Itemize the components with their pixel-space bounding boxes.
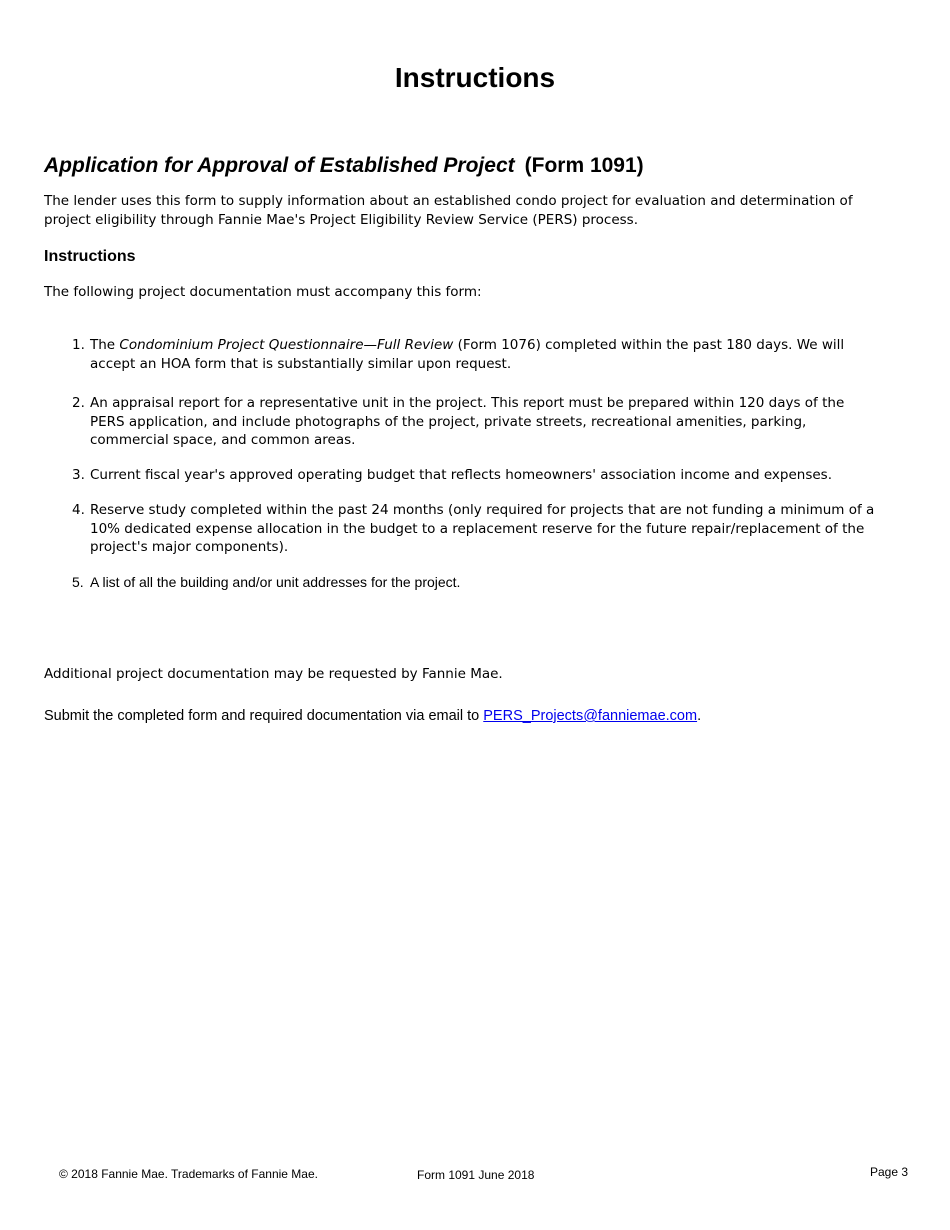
questionnaire-title: Condominium Project Questionnaire—Full Review xyxy=(119,337,454,353)
list-item-number: 2. xyxy=(72,395,85,411)
footer-page-number: Page 3 xyxy=(870,1165,909,1179)
list-item-text: Reserve study completed within the past 24 months (only required for projects that are not funding a minimum of a 10% dedicated expense allocation in the budget to a replacement reserve for the future repair/replacement of the project's major components). xyxy=(90,502,875,555)
list-item-text: An appraisal report for a representative unit in the project. This report must be prepared within 120 days of the PERS application, and include photographs of the project, private streets, recreational amenities, parking, commercial space, and common areas. xyxy=(90,395,845,448)
additional-documentation-note: Additional project documentation may be requested by Fannie Mae. xyxy=(44,666,503,682)
footer-copyright: © 2018 Fannie Mae. Trademarks of Fannie Mae. xyxy=(59,1167,318,1181)
list-item-number: 3. xyxy=(72,467,85,483)
list-item-number: 1. xyxy=(72,337,85,353)
list-item-prefix: The xyxy=(90,337,120,353)
form-heading xyxy=(44,152,644,180)
list-item-text: A list of all the building and/or unit addresses for the project. xyxy=(90,574,461,590)
section-heading: Instructions xyxy=(44,248,136,265)
form-description: The lender uses this form to supply information about an established condo project for evaluation and determination of project eligibility through Fannie Mae's Project Eligibility Review Service (PERS) process. xyxy=(44,193,853,228)
list-item-text: (Form 1076) completed within the past 180 days. We will accept an HOA form that is substantially similar upon request. xyxy=(90,337,845,372)
submit-suffix: . xyxy=(697,708,702,724)
list-item xyxy=(72,394,872,450)
list-item-text: Current fiscal year's approved operating budget that reflects homeowners' association income and expenses. xyxy=(90,467,832,483)
list-item-number: 5. xyxy=(72,574,84,590)
list-item-number: 4. xyxy=(72,502,85,518)
form-number: (Form 1091) xyxy=(524,154,644,177)
submit-text: Submit the completed form and required documentation via email to xyxy=(44,708,484,724)
list-item xyxy=(72,573,872,592)
form-name: Application for Approval of Established Project xyxy=(44,154,515,177)
submit-instructions xyxy=(44,707,701,726)
list-item xyxy=(72,466,872,485)
list-item xyxy=(72,336,872,373)
section-lead: The following project documentation must accompany this form: xyxy=(44,284,482,300)
pers-email-link[interactable]: PERS_Projects@fanniemae.com xyxy=(483,708,698,724)
footer-form-id: Form 1091 June 2018 xyxy=(417,1168,535,1182)
page-title: Instructions xyxy=(394,62,556,93)
list-item xyxy=(72,501,882,557)
